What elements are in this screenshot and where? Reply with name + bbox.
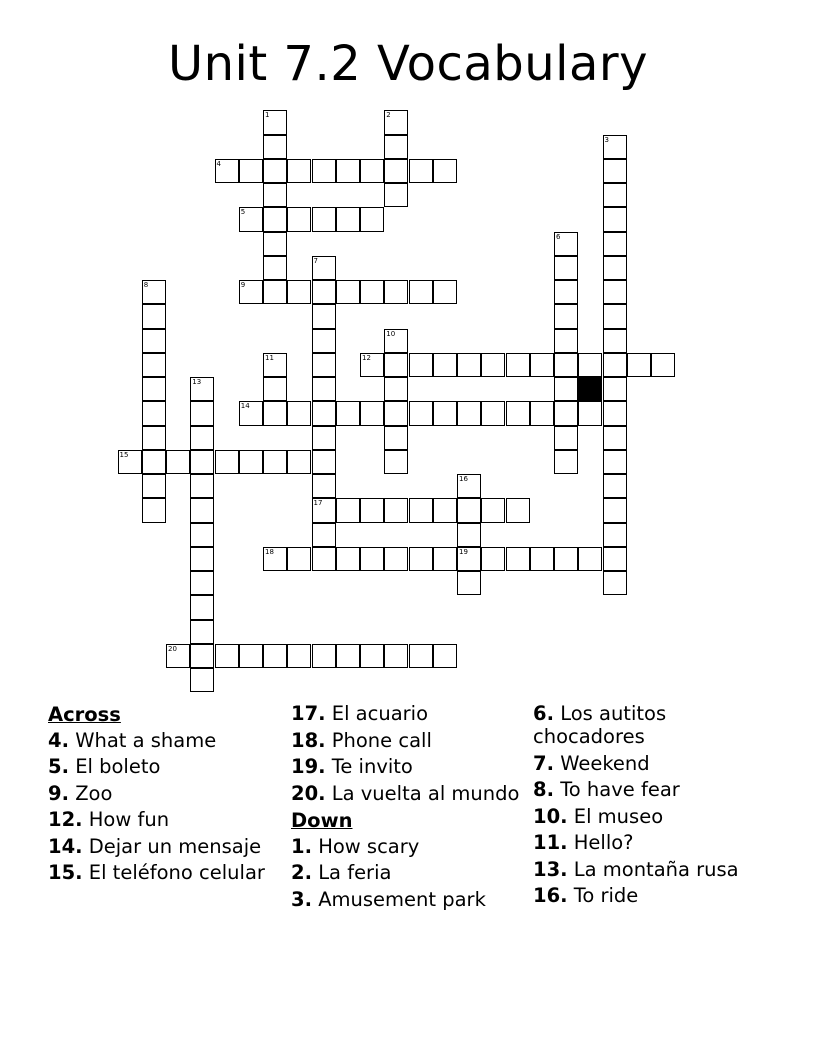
grid-cell[interactable] (263, 110, 287, 134)
grid-cell[interactable] (312, 474, 336, 498)
grid-cell[interactable] (603, 571, 627, 595)
clue-number-label: 20. (291, 781, 326, 805)
grid-cell[interactable] (360, 498, 384, 522)
clue-number: 9 (240, 281, 246, 290)
clue-item (291, 888, 523, 911)
grid-cell[interactable] (190, 523, 214, 547)
grid-cell[interactable] (263, 280, 287, 304)
clue-number-label: 16. (533, 884, 568, 907)
grid-cell[interactable] (554, 377, 578, 401)
grid-cell[interactable] (312, 304, 336, 328)
grid-cell[interactable] (384, 377, 408, 401)
clue-number-label: 6. (533, 702, 554, 725)
grid-cell[interactable] (384, 280, 408, 304)
clue-number: 10 (386, 329, 396, 338)
grid-cell[interactable] (215, 644, 239, 668)
clue-text: Phone call (331, 728, 432, 752)
grid-cell[interactable] (360, 644, 384, 668)
grid-cell[interactable] (312, 547, 336, 571)
grid-cell[interactable] (287, 450, 311, 474)
clue-number-label: 10. (533, 804, 568, 828)
clue-number: 6 (556, 232, 561, 241)
grid-cell[interactable] (312, 426, 336, 450)
clue-text: El teléfono celular (88, 861, 265, 884)
grid-cell[interactable] (481, 547, 505, 571)
clue-number: 1 (265, 111, 270, 120)
grid-cell[interactable] (603, 523, 627, 547)
clue-text: How fun (88, 808, 170, 831)
grid-cell[interactable] (409, 353, 433, 377)
grid-cell[interactable] (190, 644, 214, 668)
clue-number: 7 (313, 256, 318, 265)
grid-cell[interactable] (457, 498, 481, 522)
clue-text: Zoo (75, 781, 113, 805)
grid-cell[interactable] (312, 256, 336, 280)
grid-cell[interactable] (263, 159, 287, 183)
grid-cell[interactable] (603, 304, 627, 328)
grid-cell[interactable] (481, 401, 505, 425)
grid-cell[interactable] (433, 401, 457, 425)
grid-cell[interactable] (554, 401, 578, 425)
grid-cell[interactable] (409, 644, 433, 668)
clue-number: 13 (192, 378, 202, 387)
clue-text: El museo (573, 804, 664, 828)
clue-item (533, 702, 783, 748)
grid-cell[interactable] (457, 571, 481, 595)
clue-item (48, 782, 280, 805)
grid-cell[interactable] (409, 498, 433, 522)
black-cell (578, 377, 602, 401)
grid-cell[interactable] (190, 595, 214, 619)
grid-cell[interactable] (287, 401, 311, 425)
clue-number: 20 (168, 644, 177, 653)
grid-cell[interactable] (263, 644, 287, 668)
clue-number-label: 5. (48, 755, 69, 778)
grid-cell[interactable] (190, 474, 214, 498)
grid-cell[interactable] (312, 377, 336, 401)
grid-cell[interactable] (287, 280, 311, 304)
grid-cell[interactable] (190, 620, 214, 644)
grid-cell[interactable] (554, 450, 578, 474)
clue-number-label: 4. (48, 728, 69, 752)
grid-cell[interactable] (190, 426, 214, 450)
clue-column-3 (533, 702, 783, 911)
clue-text: Los autitos chocadores (533, 702, 667, 748)
clue-item (533, 805, 783, 828)
clue-item (533, 858, 783, 881)
clue-number: 2 (386, 111, 391, 120)
grid-cell[interactable] (190, 401, 214, 425)
clue-item (291, 861, 523, 884)
clue-item (291, 755, 523, 778)
clue-number-label: 13. (533, 857, 568, 881)
clue-text: To ride (573, 884, 639, 907)
clue-number-label: 15. (48, 861, 83, 884)
grid-cell[interactable] (263, 135, 287, 159)
clue-number: 14 (240, 402, 250, 411)
grid-cell[interactable] (287, 207, 311, 231)
clue-number: 4 (216, 159, 221, 168)
clue-number-label: 1. (291, 834, 312, 858)
grid-cell[interactable] (603, 547, 627, 571)
clue-item (291, 835, 523, 858)
grid-cell[interactable] (118, 450, 142, 474)
clue-item (533, 884, 783, 907)
grid-cell[interactable] (554, 547, 578, 571)
grid-cell[interactable] (239, 644, 263, 668)
clue-number-label: 19. (291, 755, 326, 778)
grid-cell[interactable] (190, 547, 214, 571)
grid-cell[interactable] (506, 401, 530, 425)
grid-cell[interactable] (481, 498, 505, 522)
grid-cell[interactable] (603, 280, 627, 304)
clue-number: 5 (240, 208, 246, 217)
clue-number: 8 (143, 281, 149, 290)
grid-cell[interactable] (384, 547, 408, 571)
clue-text: La vuelta al mundo (331, 781, 520, 805)
grid-cell[interactable] (506, 498, 530, 522)
clue-number-label: 12. (48, 808, 83, 831)
grid-cell[interactable] (603, 401, 627, 425)
grid-cell[interactable] (554, 304, 578, 328)
grid-cell[interactable] (554, 329, 578, 353)
grid-cell[interactable] (603, 329, 627, 353)
grid-cell[interactable] (409, 280, 433, 304)
page-title: Unit 7.2 Vocabulary (167, 36, 649, 92)
grid-cell[interactable] (312, 401, 336, 425)
grid-cell[interactable] (142, 426, 166, 450)
grid-cell[interactable] (190, 450, 214, 474)
clue-number: 19 (459, 547, 468, 556)
grid-cell[interactable] (603, 450, 627, 474)
grid-cell[interactable] (263, 547, 287, 571)
grid-cell[interactable] (384, 353, 408, 377)
clue-number-label: 11. (533, 831, 568, 854)
grid-cell[interactable] (312, 523, 336, 547)
grid-cell[interactable] (312, 644, 336, 668)
grid-cell[interactable] (190, 668, 214, 692)
grid-cell[interactable] (603, 353, 627, 377)
clue-number: 16 (459, 475, 468, 484)
grid-cell[interactable] (142, 353, 166, 377)
grid-cell[interactable] (239, 450, 263, 474)
grid-cell[interactable] (506, 547, 530, 571)
grid-cell[interactable] (578, 401, 602, 425)
grid-cell[interactable] (239, 159, 263, 183)
grid-cell[interactable] (263, 353, 287, 377)
clue-item (533, 752, 783, 775)
grid-cell[interactable] (312, 353, 336, 377)
grid-cell[interactable] (142, 280, 166, 304)
grid-cell[interactable] (263, 377, 287, 401)
clue-number-label: 8. (533, 778, 554, 801)
grid-cell[interactable] (360, 280, 384, 304)
grid-cell[interactable] (239, 207, 263, 231)
grid-cell[interactable] (506, 353, 530, 377)
grid-cell[interactable] (603, 256, 627, 280)
grid-cell[interactable] (142, 498, 166, 522)
grid-cell[interactable] (578, 353, 602, 377)
grid-cell[interactable] (142, 474, 166, 498)
grid-cell[interactable] (457, 523, 481, 547)
grid-cell[interactable] (190, 498, 214, 522)
grid-cell[interactable] (384, 159, 408, 183)
grid-cell[interactable] (603, 498, 627, 522)
clue-item (533, 831, 783, 854)
grid-cell[interactable] (360, 159, 384, 183)
grid-cell[interactable] (166, 644, 190, 668)
clue-item (48, 861, 280, 884)
clue-number-label: 3. (291, 887, 312, 911)
grid-cell[interactable] (554, 280, 578, 304)
grid-cell[interactable] (409, 159, 433, 183)
grid-cell[interactable] (190, 571, 214, 595)
grid-cell[interactable] (336, 159, 360, 183)
clue-number: 3 (604, 135, 609, 144)
grid-cell[interactable] (263, 256, 287, 280)
grid-cell[interactable] (409, 547, 433, 571)
grid-cell[interactable] (336, 498, 360, 522)
grid-cell[interactable] (166, 450, 190, 474)
grid-cell[interactable] (263, 232, 287, 256)
grid-cell[interactable] (457, 353, 481, 377)
grid-cell[interactable] (287, 547, 311, 571)
clue-item (291, 782, 523, 805)
clue-number: 11 (265, 353, 274, 362)
grid-cell[interactable] (384, 450, 408, 474)
grid-cell[interactable] (433, 159, 457, 183)
clue-text: La montaña rusa (573, 857, 739, 881)
clue-item (48, 729, 280, 752)
clue-text: Dejar un mensaje (88, 834, 262, 858)
clue-number: 17 (313, 499, 323, 508)
grid-cell[interactable] (603, 474, 627, 498)
clue-text: La feria (318, 861, 392, 884)
grid-cell[interactable] (287, 159, 311, 183)
clue-item (48, 755, 280, 778)
grid-cell[interactable] (142, 304, 166, 328)
grid-cell[interactable] (384, 329, 408, 353)
clue-item (291, 702, 523, 725)
grid-cell[interactable] (603, 232, 627, 256)
grid-cell[interactable] (190, 377, 214, 401)
grid-cell[interactable] (603, 135, 627, 159)
clue-text: Te invito (331, 755, 413, 778)
grid-cell[interactable] (554, 426, 578, 450)
clue-column-1 (48, 702, 280, 888)
grid-cell[interactable] (530, 401, 554, 425)
grid-cell[interactable] (142, 377, 166, 401)
clue-number: 15 (119, 450, 129, 459)
clue-text: Hello? (573, 831, 634, 854)
grid-cell[interactable] (433, 280, 457, 304)
clue-number: 12 (362, 353, 371, 362)
grid-cell[interactable] (409, 401, 433, 425)
clue-text: El acuario (331, 702, 429, 725)
grid-cell[interactable] (457, 547, 481, 571)
grid-cell[interactable] (384, 135, 408, 159)
grid-cell[interactable] (651, 353, 675, 377)
grid-cell[interactable] (603, 183, 627, 207)
grid-cell[interactable] (603, 207, 627, 231)
grid-cell[interactable] (312, 207, 336, 231)
grid-cell[interactable] (312, 498, 336, 522)
grid-cell[interactable] (215, 159, 239, 183)
grid-cell[interactable] (481, 353, 505, 377)
grid-cell[interactable] (384, 110, 408, 134)
grid-cell[interactable] (239, 401, 263, 425)
grid-cell[interactable] (603, 426, 627, 450)
clue-number-label: 2. (291, 861, 312, 884)
grid-cell[interactable] (336, 207, 360, 231)
grid-cell[interactable] (384, 498, 408, 522)
grid-cell[interactable] (457, 474, 481, 498)
grid-cell[interactable] (263, 207, 287, 231)
clue-text: What a shame (75, 728, 217, 752)
grid-cell[interactable] (312, 280, 336, 304)
clue-number: 18 (265, 547, 274, 556)
grid-cell[interactable] (336, 280, 360, 304)
grid-cell[interactable] (433, 353, 457, 377)
grid-cell[interactable] (360, 207, 384, 231)
clue-text: Weekend (560, 751, 650, 775)
grid-cell[interactable] (336, 401, 360, 425)
grid-cell[interactable] (530, 353, 554, 377)
grid-cell[interactable] (360, 401, 384, 425)
across-heading: Across (48, 703, 121, 726)
grid-cell[interactable] (627, 353, 651, 377)
clue-item (533, 778, 783, 801)
grid-cell[interactable] (433, 498, 457, 522)
grid-cell[interactable] (263, 183, 287, 207)
grid-cell[interactable] (312, 159, 336, 183)
grid-cell[interactable] (142, 450, 166, 474)
grid-cell[interactable] (263, 450, 287, 474)
grid-cell[interactable] (312, 450, 336, 474)
clue-number-label: 9. (48, 781, 69, 805)
grid-cell[interactable] (603, 159, 627, 183)
clue-number-label: 14. (48, 834, 83, 858)
grid-cell[interactable] (360, 547, 384, 571)
grid-cell[interactable] (263, 401, 287, 425)
clue-item (291, 729, 523, 752)
clue-text: Amusement park (318, 887, 486, 911)
grid-cell[interactable] (578, 547, 602, 571)
grid-cell[interactable] (554, 256, 578, 280)
grid-cell[interactable] (554, 353, 578, 377)
grid-cell[interactable] (336, 547, 360, 571)
grid-cell[interactable] (384, 426, 408, 450)
grid-cell[interactable] (142, 401, 166, 425)
grid-cell[interactable] (336, 644, 360, 668)
grid-cell[interactable] (384, 644, 408, 668)
clue-item (48, 835, 280, 858)
clue-text: El boleto (75, 755, 161, 778)
grid-cell[interactable] (360, 353, 384, 377)
grid-cell[interactable] (433, 644, 457, 668)
grid-cell[interactable] (433, 547, 457, 571)
grid-cell[interactable] (603, 377, 627, 401)
grid-cell[interactable] (142, 329, 166, 353)
grid-cell[interactable] (215, 450, 239, 474)
clue-item (48, 808, 280, 831)
clue-number-label: 18. (291, 728, 326, 752)
clue-column-2 (291, 702, 523, 914)
clue-number-label: 17. (291, 702, 326, 725)
grid-cell[interactable] (287, 644, 311, 668)
clue-text: To have fear (560, 778, 680, 801)
clue-number-label: 7. (533, 751, 554, 775)
grid-cell[interactable] (457, 401, 481, 425)
clue-text: How scary (318, 834, 420, 858)
grid-cell[interactable] (554, 232, 578, 256)
grid-cell[interactable] (312, 329, 336, 353)
grid-cell[interactable] (530, 547, 554, 571)
grid-cell[interactable] (384, 183, 408, 207)
down-heading: Down (291, 809, 353, 832)
grid-cell[interactable] (239, 280, 263, 304)
grid-cell[interactable] (384, 401, 408, 425)
